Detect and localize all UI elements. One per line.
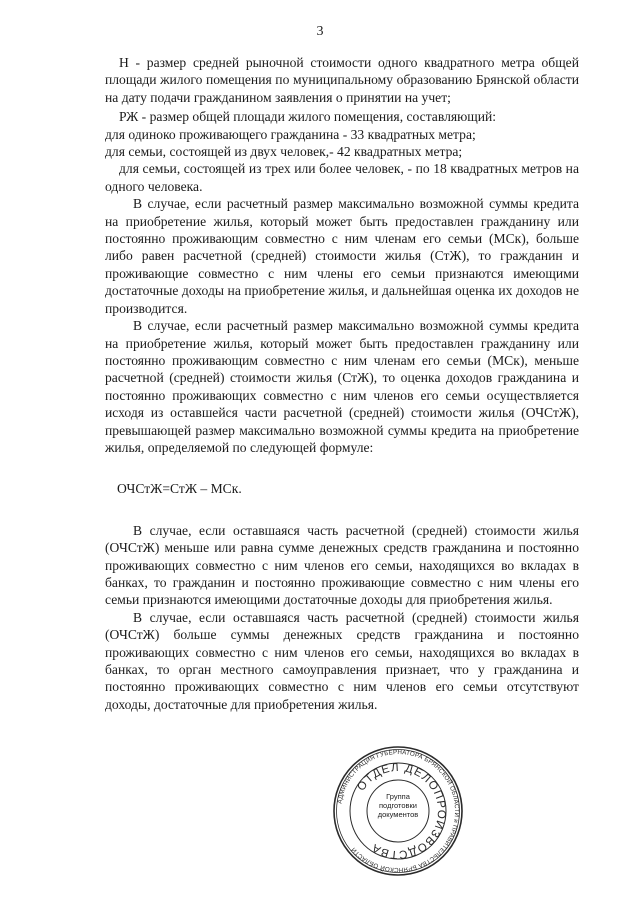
paragraph-family-two: для семьи, состоящей из двух человек,- 42 квадратных метра;: [105, 144, 463, 160]
paragraph-case-deposits-insufficient: В случае, если оставшаяся часть расчетной (средней) стоимости жилья (ОЧСтЖ) больше суммы денежных средств гражданина и постоянно проживающих совместно с ним членов его семьи, находящихся во вкладах в банках, то орган местного самоуправления признает, что у гражданина и постоянно проживающих совместно с ним членов его семьи отсутствуют доходы, достаточные для приобретения жилья.: [105, 609, 579, 712]
stamp-center-line-2: подготовки: [379, 801, 417, 810]
official-stamp: [332, 745, 464, 877]
page-number: 3: [316, 24, 324, 39]
stamp-inner-text: ОТДЕЛ ДЕЛОПРОИЗВОДСТВА: [355, 761, 448, 861]
stamp-center-line-1: Группа: [386, 792, 410, 801]
formula: ОЧСтЖ=СтЖ – МСк.: [117, 481, 242, 497]
paragraph-single-citizen: для одиноко проживающего гражданина - 33 квадратных метра;: [105, 126, 476, 142]
paragraph-case-remaining: В случае, если расчетный размер максимально возможной суммы кредита на приобретение жилья, который может быть предоставлен гражданину или постоянно проживающим совместно с ним членам его семьи (МСк), меньше расчетной (средней) стоимости жилья (СтЖ), то оценка доходов гражданина и постоянно проживающих совместно с ним членов его семьи осуществляется исходя из оставшейся части расчетной (средней) стоимости жилья (ОЧСтЖ), превышающей размер максимально возможной суммы кредита на приобретение жилья, определяемой по следующей формуле:: [105, 318, 579, 455]
paragraph-rzh-definition: РЖ - размер общей площади жилого помещения, составляющий:: [119, 109, 497, 125]
document-body: [105, 54, 579, 713]
paragraph-n-definition: Н - размер средней рыночной стоимости одного квадратного метра общей площади жилого помещения по муниципальному образованию Брянской области на дату подачи гражданином заявления о принятии на учет;: [105, 55, 579, 105]
stamp-center-line-3: документов: [377, 810, 419, 819]
paragraph-family-three: для семьи, состоящей из трех или более человек, - по 18 квадратных метров на одного человека.: [105, 161, 579, 194]
paragraph-case-deposits-sufficient: В случае, если оставшаяся часть расчетной (средней) стоимости жилья (ОЧСтЖ) меньше или равна сумме денежных средств гражданина и постоянно проживающих совместно с ним членов его семьи, находящихся во вкладах в банках, то гражданин и постоянно проживающие совместно с ним члены его семьи признаются имеющими достаточные доходы для приобретения жилья.: [105, 522, 579, 608]
stamp-outer-text: АДМИНИСТРАЦИЯ ГУБЕРНАТОРА БРЯНСКОЙ ОБЛАСТИ и ПРАВИТЕЛЬСТВА БРЯНСКОЙ ОБЛАСТИ: [336, 748, 461, 874]
stamp-center-label: [375, 792, 421, 819]
paragraph-case-sufficient: В случае, если расчетный размер максимально возможной суммы кредита на приобретение жилья, который может быть предоставлен гражданину или постоянно проживающим совместно с ним членам его семьи (МСк), больше либо равен расчетной (средней) стоимости жилья (СтЖ), то гражданин и проживающие совместно с ним члены его семьи признаются имеющими достаточные доходы на приобретение жилья, и дальнейшая оценка их доходов не производится.: [105, 196, 579, 316]
